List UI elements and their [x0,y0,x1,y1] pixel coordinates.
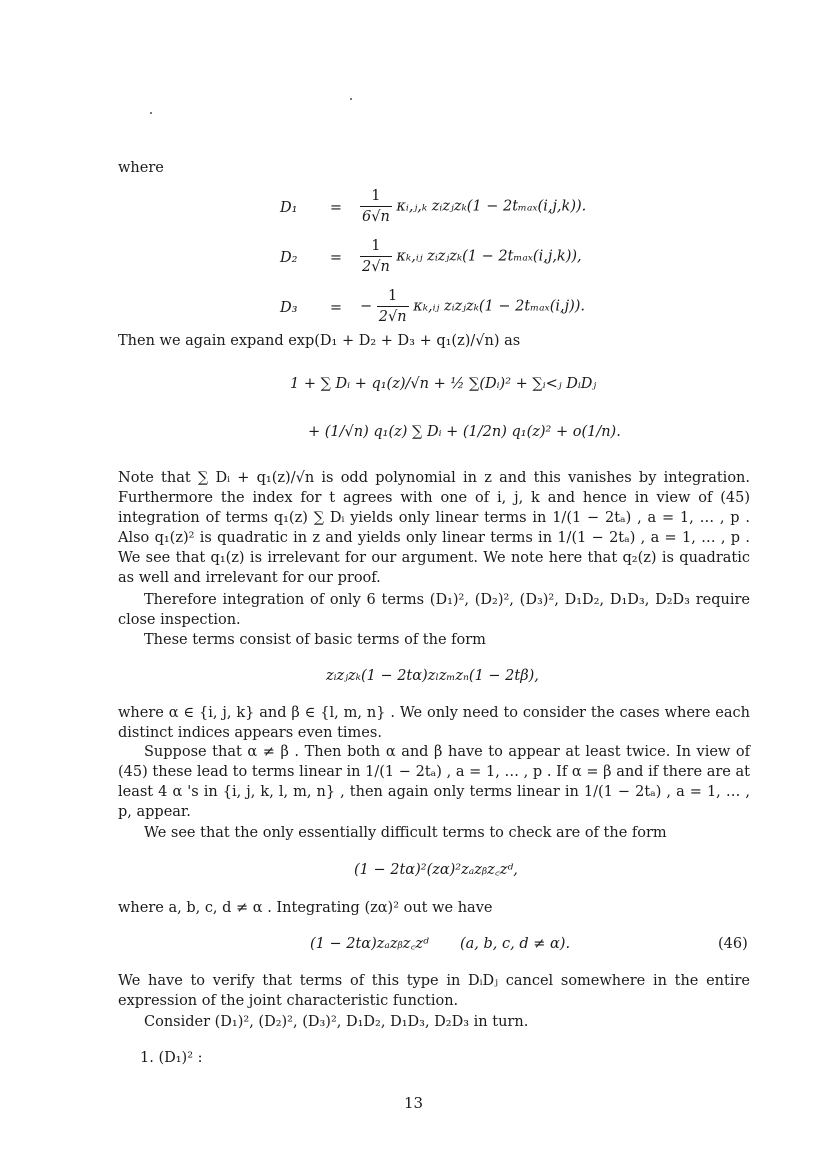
basic-term-equation: zᵢzⱼzₖ(1 − 2tα)zₗzₘzₙ(1 − 2tβ), [326,668,539,684]
d1-numerator: 1 [360,186,392,207]
scan-speck [350,98,352,100]
d3-coefficient [377,286,409,327]
verify-paragraph: We have to verify that terms of this type in DᵢDⱼ cancel somewhere in the entire expression of the joint characteristic function. [118,973,750,1009]
list-item-1: 1. (D₁)² : [140,1050,203,1066]
definition-equations [280,186,700,336]
expansion-line-1: 1 + ∑ Dᵢ + q₁(z)/√n + ½ ∑(Dᵢ)² + ∑ᵢ<ⱼ DᵢDⱼ [290,376,597,392]
d2-symbol: D₂ [280,250,298,266]
d3-expression: κₖ,ᵢⱼ zᵢzⱼzₖ(1 − 2tₘₐₓ(i,j)). [413,298,586,315]
equation-46-left: (1 − 2tα)zₐzᵦz꜀zᵈ [310,936,429,952]
definition-d1 [280,186,700,236]
d1-denominator: 6√n [362,209,390,225]
difficult-term-equation: (1 − 2tα)²(zα)²zₐzᵦz꜀zᵈ, [354,862,518,878]
equals-sign: = [329,300,343,316]
scan-speck [150,112,152,114]
d2-expression: κₖ,ᵢⱼ zᵢzⱼzₖ(1 − 2tₘₐₓ(i,j,k)), [396,248,582,265]
equals-sign: = [329,250,343,266]
equation-46-condition: (a, b, c, d ≠ α). [460,936,571,952]
definition-d2 [280,236,700,286]
suppose-paragraph: Suppose that α ≠ β . Then both α and β have to appear at least twice. In view of (45) these lead to terms linear in 1/(1 − 2tₐ) , a = 1, … , p . If α = β and if there are at least 4 α 's in {i, j, k, l, m, n} , then again only terms linear in 1/(1 − 2tₐ) , a = 1, … , p, appear. [118,744,750,820]
expand-paragraph: Then we again expand exp(D₁ + D₂ + D₃ + q₁(z)/√n) as [118,333,521,349]
note-paragraph: Note that ∑ Dᵢ + q₁(z)/√n is odd polynomial in z and this vanishes by integration. Furthermore the index for t agrees with one of i, j, k and hence in view of (45) integration of terms q₁(z) ∑ Dᵢ yields only linear terms in 1/(1 − 2tₐ) , a = 1, … , p . Also q₁(z)² is quadratic in z and yields only linear terms in 1/(1 − 2tₐ) , a = 1, … , p . We see that q₁(z) is irrelevant for our argument. We note here that q₂(z) is quadratic as well and irrelevant for our proof. [118,470,750,586]
definition-d3 [280,286,700,336]
expansion-line-2: + (1/√n) q₁(z) ∑ Dᵢ + (1/2n) q₁(z)² + o(1/n). [308,424,621,440]
d1-expression: κᵢ,ⱼ,ₖ zᵢzⱼzₖ(1 − 2tₘₐₓ(i,j,k)). [396,198,587,215]
where-abcd-paragraph: where a, b, c, d ≠ α . Integrating (zα)² out we have [118,900,493,916]
d2-denominator: 2√n [362,259,390,275]
d3-sign: − [360,298,373,315]
intro-where: where [118,160,164,176]
d1-coefficient [360,186,392,227]
where-alpha-paragraph: where α ∈ {i, j, k} and β ∈ {l, m, n} . We only need to consider the cases where each distinct indices appears even times. [118,705,750,741]
equation-46-number: (46) [718,936,748,952]
difficult-terms-paragraph: We see that the only essentially difficult terms to check are of the form [144,825,667,841]
consider-paragraph: Consider (D₁)², (D₂)², (D₃)², D₁D₂, D₁D₃, D₂D₃ in turn. [144,1014,529,1030]
d3-denominator: 2√n [378,309,407,325]
equals-sign: = [329,200,343,216]
d2-numerator: 1 [360,236,392,257]
page-number: 13 [403,1094,424,1112]
d3-symbol: D₃ [280,300,298,316]
d2-coefficient [360,236,392,277]
d1-symbol: D₁ [280,200,298,216]
therefore-paragraph: Therefore integration of only 6 terms (D₁)², (D₂)², (D₃)², D₁D₂, D₁D₃, D₂D₃ require close inspection. [118,592,750,628]
d3-numerator: 1 [377,286,409,307]
basic-terms-paragraph: These terms consist of basic terms of the form [144,632,486,648]
